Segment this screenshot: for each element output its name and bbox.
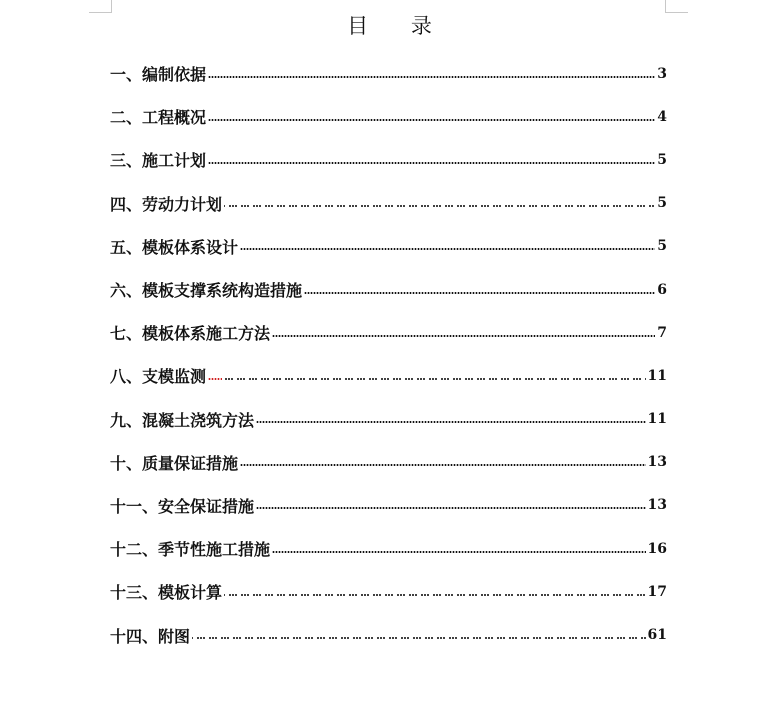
toc-leader-dots [208, 76, 655, 78]
page-title: 目 录 [347, 14, 450, 38]
toc-entry-page: 5 [657, 238, 667, 255]
toc-entry-label: 六、模板支撑系统构造措施 [110, 281, 303, 301]
toc-leader-dots [256, 421, 646, 423]
toc-leader-dots [208, 162, 655, 164]
toc-entry[interactable] [110, 570, 667, 613]
toc-leader-dots [208, 378, 646, 380]
toc-entry-page: 3 [657, 65, 667, 82]
toc-entry[interactable] [110, 182, 667, 225]
toc-entry-page: 13 [647, 497, 667, 514]
toc-entry[interactable] [110, 138, 667, 181]
toc-leader-dots [224, 594, 646, 596]
toc-entry-label: 十、质量保证措施 [110, 453, 239, 473]
toc-leader-dots [272, 335, 655, 337]
toc-entry[interactable] [110, 354, 667, 397]
toc-leader-dots [304, 292, 655, 294]
toc-leader-dots [240, 464, 646, 466]
toc-entry-label: 三、施工计划 [110, 151, 207, 171]
toc-entry-label: 十一、安全保证措施 [110, 496, 255, 516]
toc-entry[interactable] [110, 398, 667, 441]
toc-entry[interactable] [110, 225, 667, 268]
toc-leader-dots [192, 637, 646, 639]
toc-entry-label: 十四、附图 [110, 626, 191, 646]
toc-entry[interactable] [110, 95, 667, 138]
toc-leader-dots [272, 551, 646, 553]
toc-entry-label: 九、混凝土浇筑方法 [110, 410, 255, 430]
toc-entry-label: 四、劳动力计划 [110, 194, 223, 214]
toc-leader-dots [208, 119, 655, 121]
toc-entry-page: 13 [647, 454, 667, 471]
toc-entry[interactable] [110, 441, 667, 484]
toc-entry[interactable] [110, 52, 667, 95]
toc-entry-label: 五、模板体系设计 [110, 237, 239, 257]
toc-entry-label: 七、模板体系施工方法 [110, 324, 271, 344]
toc-leader-dots [256, 507, 646, 509]
toc-entry[interactable] [110, 268, 667, 311]
table-of-contents [110, 52, 667, 657]
toc-entry-label: 二、工程概况 [110, 108, 207, 128]
toc-entry-label: 一、编制依据 [110, 65, 207, 85]
toc-entry[interactable] [110, 613, 667, 656]
toc-entry-label: 十三、模板计算 [110, 583, 223, 603]
toc-entry-page: 6 [657, 281, 667, 298]
toc-entry-page: 11 [647, 411, 667, 428]
toc-entry[interactable] [110, 484, 667, 527]
toc-entry-page: 5 [657, 151, 667, 168]
toc-entry-page: 5 [657, 195, 667, 212]
toc-entry-page: 61 [647, 627, 667, 644]
toc-entry-label: 八、支模监测 [110, 367, 207, 387]
toc-entry-page: 4 [657, 108, 667, 125]
toc-entry-page: 7 [657, 324, 667, 341]
toc-leader-dots [224, 205, 655, 207]
toc-entry-page: 17 [647, 583, 667, 600]
toc-entry-label: 十二、季节性施工措施 [110, 540, 271, 560]
toc-entry-page: 11 [647, 367, 667, 384]
toc-leader-dots [240, 248, 655, 250]
toc-entry[interactable] [110, 311, 667, 354]
toc-entry-page: 16 [647, 540, 667, 557]
toc-entry[interactable] [110, 527, 667, 570]
